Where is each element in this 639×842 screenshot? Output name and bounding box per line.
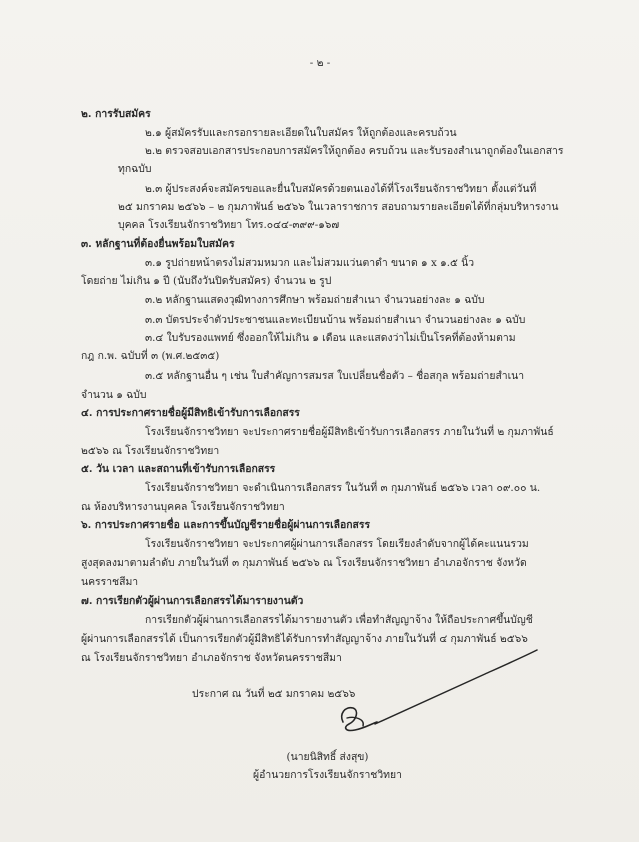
signer-name: (นายนิสิทธิ์ ส่งสุข): [286, 751, 369, 763]
signature: [325, 640, 550, 745]
body-line: จำนวน ๑ ฉบับ: [81, 389, 147, 401]
body-line: ๒.๓ ผู้ประสงค์จะสมัครขอและยื่นใบสมัครด้วยตนเองได้ที่โรงเรียนจักราชวิทยา ตั้งแต่วันที่: [145, 183, 537, 195]
body-line: นครราชสีมา: [81, 576, 139, 588]
section-heading-documents: ๓. หลักฐานที่ต้องยื่นพร้อมใบสมัคร: [81, 238, 235, 250]
body-line: ๓.๓ บัตรประจำตัวประชาชนและทะเบียนบ้าน พร้อมถ่ายสำเนา จำนวนอย่างละ ๑ ฉบับ: [145, 314, 526, 326]
section-heading-results: ๖. การประกาศรายชื่อ และการขึ้นบัญชีรายชื่อผู้ผ่านการเลือกสรร: [81, 519, 371, 531]
body-line: ณ ห้องบริหารงานบุคคล โรงเรียนจักราชวิทยา: [81, 501, 285, 513]
body-line: ผู้ผ่านการเลือกสรรได้ เป็นการเรียกตัวผู้มีสิทธิได้รับการทำสัญญาจ้าง ภายในวันที่ ๔ กุมภาพันธ์ ๒๕๖๖: [81, 633, 528, 645]
body-line: ๓.๑ รูปถ่ายหน้าตรงไม่สวมหมวก และไม่สวมแว่นตาดำ ขนาด ๑ x ๑.๕ นิ้ว: [145, 257, 475, 269]
body-line: ๒๕๖๖ ณ โรงเรียนจักราชวิทยา: [81, 445, 220, 457]
body-line: ๓.๔ ใบรับรองแพทย์ ซึ่งออกให้ไม่เกิน ๑ เดือน และแสดงว่าไม่เป็นโรคที่ต้องห้ามตาม: [145, 332, 516, 344]
body-line: โรงเรียนจักราชวิทยา จะดำเนินการเลือกสรร ในวันที่ ๓ กุมภาพันธ์ ๒๕๖๖ เวลา ๐๙.๐๐ น.: [145, 482, 541, 494]
body-line: ทุกฉบับ: [118, 163, 152, 175]
body-line: ๒.๑ ผู้สมัครรับและกรอกรายละเอียดในใบสมัคร ให้ถูกต้องและครบถ้วน: [145, 127, 457, 139]
section-heading-application: ๒. การรับสมัคร: [81, 108, 151, 120]
body-line: การเรียกตัวผู้ผ่านการเลือกสรรได้มารายงานตัว เพื่อทำสัญญาจ้าง ให้ถือประกาศขึ้นบัญชี: [145, 614, 533, 626]
body-line: ๓.๒ หลักฐานแสดงวุฒิทางการศึกษา พร้อมถ่ายสำเนา จำนวนอย่างละ ๑ ฉบับ: [145, 294, 485, 306]
body-line: บุคคล โรงเรียนจักราชวิทยา โทร.๐๔๔-๓๙๙-๑๖๗: [118, 219, 340, 231]
body-line: ณ โรงเรียนจักราชวิทยา อำเภอจักราช จังหวัดนครราชสีมา: [81, 652, 342, 664]
body-line: โดยถ่าย ไม่เกิน ๑ ปี (นับถึงวันปิดรับสมัคร) จำนวน ๒ รูป: [81, 275, 332, 287]
handwritten-signature-icon: [325, 640, 550, 745]
body-line: ๒.๒ ตรวจสอบเอกสารประกอบการสมัครให้ถูกต้อง ครบถ้วน และรับรองสำเนาถูกต้องในเอกสาร: [145, 145, 564, 157]
announcement-date: ประกาศ ณ วันที่ ๒๕ มกราคม ๒๕๖๖: [192, 688, 356, 700]
section-heading-reporting: ๗. การเรียกตัวผู้ผ่านการเลือกสรรได้มารายงานตัว: [81, 595, 304, 607]
body-line: สูงสุดลงมาตามลำดับ ภายในวันที่ ๓ กุมภาพันธ์ ๒๕๖๖ ณ โรงเรียนจักราชวิทยา อำเภอจักราช จังหวัด: [81, 557, 527, 569]
signer-title: ผู้อำนวยการโรงเรียนจักราชวิทยา: [253, 769, 402, 781]
section-heading-schedule: ๕. วัน เวลา และสถานที่เข้ารับการเลือกสรร: [81, 463, 276, 475]
body-line: ๓.๕ หลักฐานอื่น ๆ เช่น ใบสำคัญการสมรส ใบเปลี่ยนชื่อตัว – ชื่อสกุล พร้อมถ่ายสำเนา: [145, 370, 525, 382]
body-line: โรงเรียนจักราชวิทยา จะประกาศรายชื่อผู้มีสิทธิเข้ารับการเลือกสรร ภายในวันที่ ๒ กุมภาพันธ์: [145, 426, 554, 438]
body-line: กฎ ก.พ. ฉบับที่ ๓ (พ.ศ.๒๕๓๕): [81, 350, 220, 362]
section-heading-candidate-list: ๔. การประกาศรายชื่อผู้มีสิทธิเข้ารับการเลือกสรร: [81, 407, 300, 419]
body-line: โรงเรียนจักราชวิทยา จะประกาศผู้ผ่านการเลือกสรร โดยเรียงลำดับจากผู้ได้คะแนนรวม: [145, 538, 529, 550]
page-number: - ๒ -: [309, 57, 331, 69]
body-line: ๒๕ มกราคม ๒๕๖๖ – ๒ กุมภาพันธ์ ๒๕๖๖ ในเวลาราชการ สอบถามรายละเอียดได้ที่กลุ่มบริหารงาน: [118, 201, 559, 213]
